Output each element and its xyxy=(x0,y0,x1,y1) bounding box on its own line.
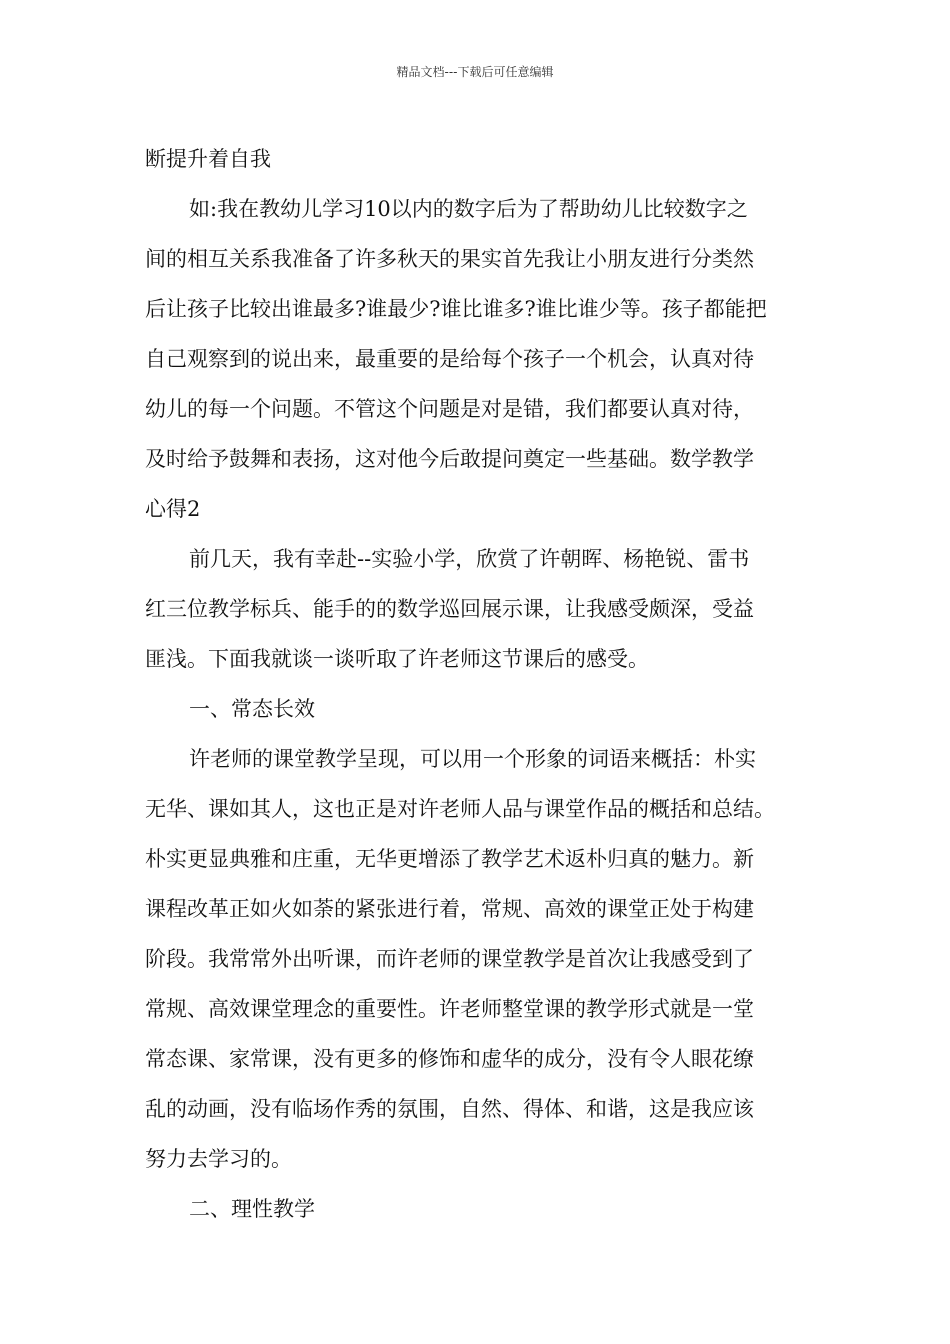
text-line: 及时给予鼓舞和表扬，这对他今后敢提问奠定一些基础。数学教学 xyxy=(145,447,754,471)
text-line: 间的相互关系我准备了许多秋天的果实首先我让小朋友进行分类然 xyxy=(145,247,754,271)
text-line: 乱的动画，没有临场作秀的氛围，自然、得体、和谐，这是我应该 xyxy=(145,1097,754,1121)
text-line: 常规、高效课堂理念的重要性。许老师整堂课的教学形式就是一堂 xyxy=(145,997,754,1021)
text-line: 课程改革正如火如荼的紧张进行着，常规、高效的课堂正处于构建 xyxy=(145,897,754,921)
section-heading: 一、常态长效 xyxy=(189,697,315,721)
paragraph-start: 如:我在教幼儿学习10以内的数字后为了帮助幼儿比较数字之 xyxy=(189,197,748,221)
section-heading: 二、理性教学 xyxy=(189,1197,315,1221)
text-line: 努力去学习的。 xyxy=(145,1147,292,1171)
paragraph-start: 前几天，我有幸赴--实验小学，欣赏了许朝晖、杨艳锐、雷书 xyxy=(189,547,750,571)
text-line: 无华、课如其人，这也正是对许老师人品与课堂作品的概括和总结。 xyxy=(145,797,775,821)
text-line: 匪浅。下面我就谈一谈听取了许老师这节课后的感受。 xyxy=(145,647,649,671)
text-line: 断提升着自我 xyxy=(145,147,271,171)
document-body xyxy=(145,134,815,1234)
text-line: 红三位教学标兵、能手的的数学巡回展示课，让我感受颇深，受益 xyxy=(145,597,754,621)
paragraph-start: 许老师的课堂教学呈现，可以用一个形象的词语来概括：朴实 xyxy=(189,747,756,771)
text-line: 后让孩子比较出谁最多?谁最少?谁比谁多?谁比谁少等。孩子都能把 xyxy=(145,297,767,321)
page-header: 精品文档---下载后可任意编辑 xyxy=(396,65,554,79)
text-line: 幼儿的每一个问题。不管这个问题是对是错，我们都要认真对待， xyxy=(145,397,754,421)
text-line: 阶段。我常常外出听课，而许老师的课堂教学是首次让我感受到了 xyxy=(145,947,754,971)
text-line: 常态课、家常课，没有更多的修饰和虚华的成分，没有令人眼花缭 xyxy=(145,1047,754,1071)
text-line: 朴实更显典雅和庄重，无华更增添了教学艺术返朴归真的魅力。新 xyxy=(145,847,754,871)
text-line: 自己观察到的说出来，最重要的是给每个孩子一个机会，认真对待 xyxy=(145,347,754,371)
text-line: 心得2 xyxy=(145,497,201,521)
